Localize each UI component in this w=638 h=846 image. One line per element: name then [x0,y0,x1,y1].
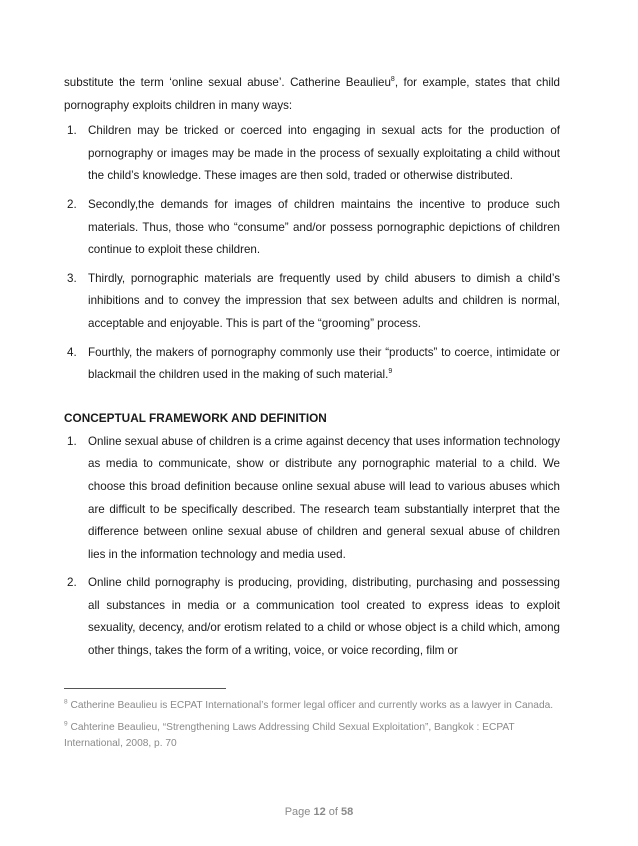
footnote-marker: 8 [64,698,68,706]
footnote-text: Cahterine Beaulieu, “Strengthening Laws Addressing Child Sexual Exploitation”, Bangkok : ECPAT International, 2008, p. 70 [64,722,515,749]
list-item-number: 2. [67,197,77,211]
exploitation-list [64,120,560,387]
list-item [64,342,560,387]
list-item-text [88,268,560,336]
footnote-ref-8[interactable]: 8 [390,76,395,84]
definition-list [64,431,560,663]
footnotes [64,698,560,758]
page-of-label: of [328,806,338,818]
list-item [64,268,560,336]
footnote-text: Catherine Beaulieu is ECPAT International’s former legal officer and currently works as a lawyer in Canada. [70,700,554,711]
list-item [64,120,560,188]
list-item-body: Thirdly, pornographic materials are frequently used by child abusers to dimish a child’s inhibitions and to convey the impression that sex between adults and children is normal, acceptable and enjoyable. This is part of the “grooming” process. [88,271,560,330]
list-item-number: 2. [67,576,77,590]
list-item-number: 1. [67,434,77,448]
list-item-text: Online child pornography is producing, providing, distributing, purchasing and possessing all substances in media or a communication tool created to express ideas to exploit sexuality, decency, and/or erotism related to a child or whose object is a child which, among other things, takes the form of a writing, voice, or voice recording, film or [88,576,560,658]
page-number-footer [0,806,638,818]
list-item-text [88,120,560,188]
section-heading: CONCEPTUAL FRAMEWORK AND DEFINITION [64,410,327,425]
current-page-number: 12 [313,806,326,818]
list-item [64,572,560,662]
footnote-9 [64,720,560,752]
page-label: Page [284,806,311,818]
intro-text-start: substitute the term ‘online sexual abuse’. Catherine Beaulieu [64,76,391,89]
footnote-marker: 9 [64,720,68,728]
list-item-number: 4. [67,345,77,359]
list-item [64,194,560,262]
list-item-number: 1. [67,124,77,138]
list-item-body: Children may be tricked or coerced into engaging in sexual acts for the production of pornography or images may be made in the process of sexually exploitating a child without the child’s knowledge. These images are then sold, traded or otherwise distributed. [88,124,560,183]
list-item [64,431,560,567]
list-item-number: 3. [67,271,77,285]
intro-text-end: , for example, states that child pornography exploits children in many ways: [64,76,561,112]
intro-paragraph [64,72,560,117]
total-page-count: 58 [341,806,354,818]
list-item-text [88,194,560,262]
list-item-body: Secondly,the demands for images of children maintains the incentive to produce such materials. Thus, those who “consume” and/or possess pornographic depictions of children continue to exploit these children. [88,197,560,257]
footnote-ref-9[interactable]: 9 [388,368,393,376]
footnote-divider [64,688,226,689]
body-content [64,72,560,669]
list-item-text: Online sexual abuse of children is a crime against decency that uses information technology as media to communicate, show or distribute any pornographic material to a child. We choose this broad definition because online sexual abuse will lead to various abuses which are difficult to be specifically described. The research team substantially interpret that the difference between online sexual abuse of children and general sexual abuse of children lies in the information technology and media used. [88,434,560,561]
list-item-text [88,342,560,387]
footnote-8 [64,698,560,714]
list-item-body: Fourthly, the makers of pornography commonly use their “products” to coerce, intimidate or blackmail the children used in the making of such material. [88,345,560,382]
